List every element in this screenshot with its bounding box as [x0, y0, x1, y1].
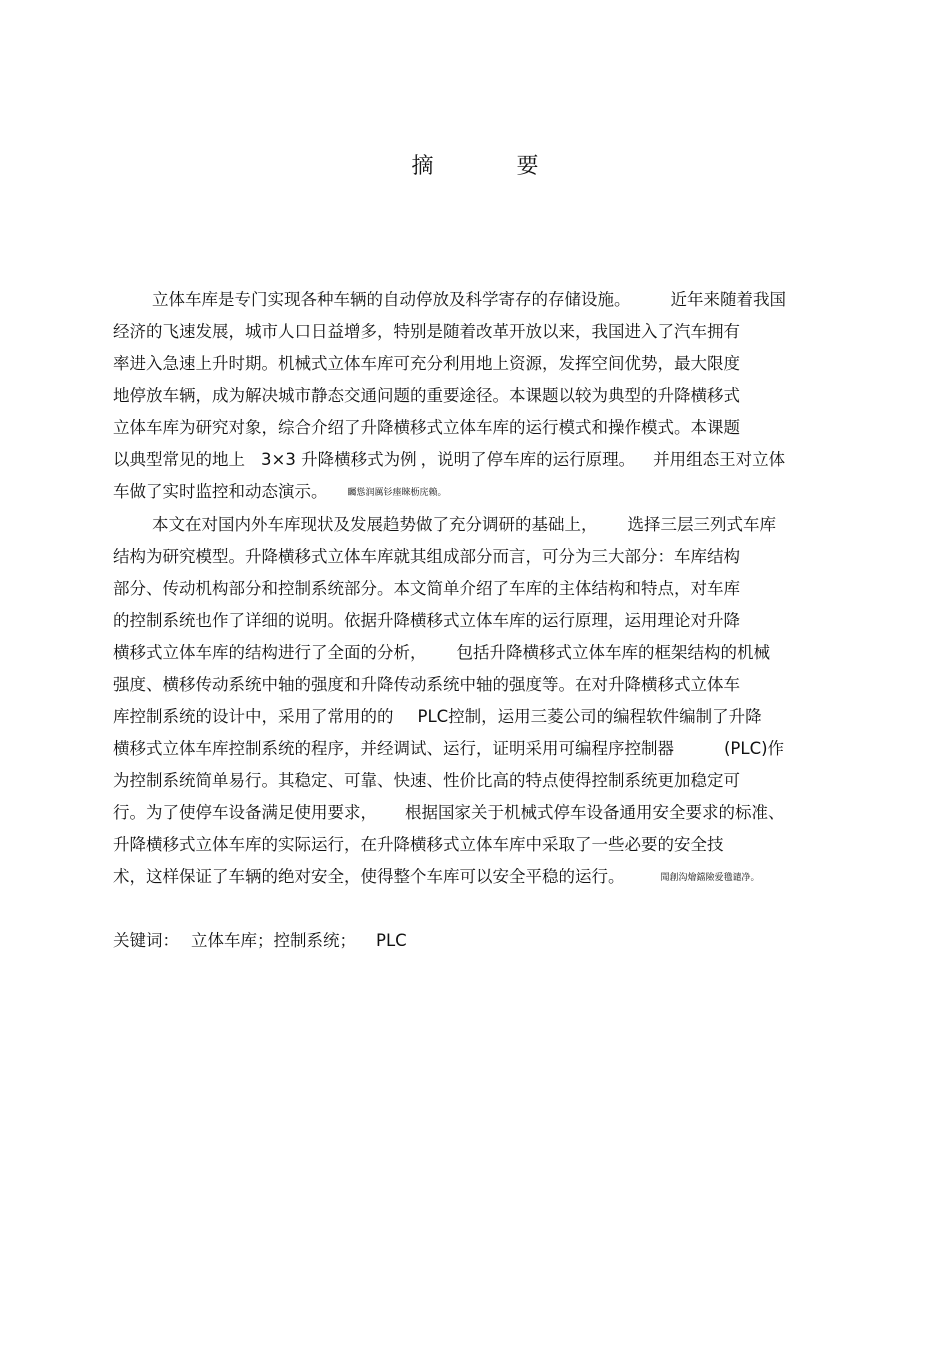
text-segment: 库控制系统的设计中，采用了常用的的 — [113, 707, 394, 726]
text-segment: (PLC)作 — [724, 739, 785, 758]
paragraph-1-line-7 — [113, 481, 447, 504]
text-segment: 根据国家关于机械式停车设备通用安全要求的标准、 — [405, 803, 785, 822]
text-segment: 车做了实时监控和动态演示。 — [113, 482, 328, 501]
keywords-line — [113, 930, 407, 952]
paragraph-2-line-9: 为控制系统简单易行。其稳定、可靠、快速、性价比高的特点使得控制系统更加稳定可 — [113, 771, 740, 790]
text-segment: 术，这样保证了车辆的绝对安全，使得整个车库可以安全平稳的运行。 — [113, 867, 625, 886]
text-segment: 以典型常见的地上 — [113, 450, 245, 469]
paragraph-2-line-12 — [113, 866, 760, 889]
text-segment: 立体车库是专门实现各种车辆的自动停放及科学寄存的存储设施。 — [152, 290, 631, 309]
paragraph-2-line-10 — [113, 802, 785, 824]
paragraph-2-line-6: 强度、横移传动系统中轴的强度和升降传动系统中轴的强度等。在对升降横移式立体车 — [113, 675, 740, 694]
text-segment: 3×3 升降横移式为例 — [261, 450, 417, 469]
text-segment: 并用组态王对立体 — [653, 450, 786, 469]
paragraph-2-line-4: 的控制系统也作了详细的说明。依据升降横移式立体车库的运行原理，运用理论对升降 — [113, 611, 740, 630]
text-segment: 包括升降横移式立体车库的框架结构的机械 — [456, 643, 770, 662]
paragraph-2-line-1 — [152, 514, 776, 536]
paragraph-2-line-11: 升降横移式立体车库的实际运行，在升降横移式立体车库中采取了一些必要的安全技 — [113, 835, 724, 854]
keyword-item: 立体车库；控制系统； — [191, 931, 356, 950]
paragraph-1-line-5: 立体车库为研究对象，综合介绍了升降横移式立体车库的运行模式和操作模式。本课题 — [113, 418, 740, 437]
text-segment: PLC控制，运用三菱公司的编程软件编制了升降 — [417, 707, 762, 726]
garbled-marker: 聞創沟燴鐺險爱氇谴净。 — [660, 873, 760, 883]
text-segment: 近年来随着我国 — [670, 290, 786, 309]
text-segment: 选择三层三列式车库 — [627, 515, 776, 534]
paragraph-2-line-2: 结构为研究模型。升降横移式立体车库就其组成部分而言，可分为三大部分：车库结构 — [113, 547, 740, 566]
paragraph-2-line-3: 部分、传动机构部分和控制系统部分。本文简单介绍了车库的主体结构和特点，对车库 — [113, 579, 740, 598]
paragraph-1-line-1 — [152, 289, 786, 311]
text-segment: 本文在对国内外车库现状及发展趋势做了充分调研的基础上， — [152, 515, 598, 534]
paragraph-1-line-2: 经济的飞速发展，城市人口日益增多，特别是随着改革开放以来，我国进入了汽车拥有 — [113, 322, 740, 341]
paragraph-1-line-6 — [113, 449, 785, 471]
text-segment: 横移式立体车库控制系统的程序，并经调试、运行，证明采用可编程序控制器 — [113, 739, 674, 758]
paragraph-1-line-3: 率进入急速上升时期。机械式立体车库可充分利用地上资源，发挥空间优势，最大限度 — [113, 354, 740, 373]
paragraph-2-line-7 — [113, 706, 762, 728]
paragraph-2-line-8 — [113, 738, 784, 760]
text-segment: ，说明了停车库的运行原理。 — [420, 450, 636, 469]
garbled-marker: 矚慫润厲钐瘗睞枥庑赖。 — [347, 488, 447, 498]
paragraph-1-line-4: 地停放车辆，成为解决城市静态交通问题的重要途径。本课题以较为典型的升降横移式 — [113, 386, 740, 405]
paragraph-2-line-5 — [113, 642, 770, 664]
abstract-title: 摘 要 — [411, 154, 577, 179]
keywords-label: 关键词： — [113, 931, 179, 950]
text-segment: 横移式立体车库的结构进行了全面的分析， — [113, 643, 427, 662]
keyword-item: PLC — [376, 931, 407, 950]
text-segment: 行。为了使停车设备满足使用要求， — [113, 803, 377, 822]
